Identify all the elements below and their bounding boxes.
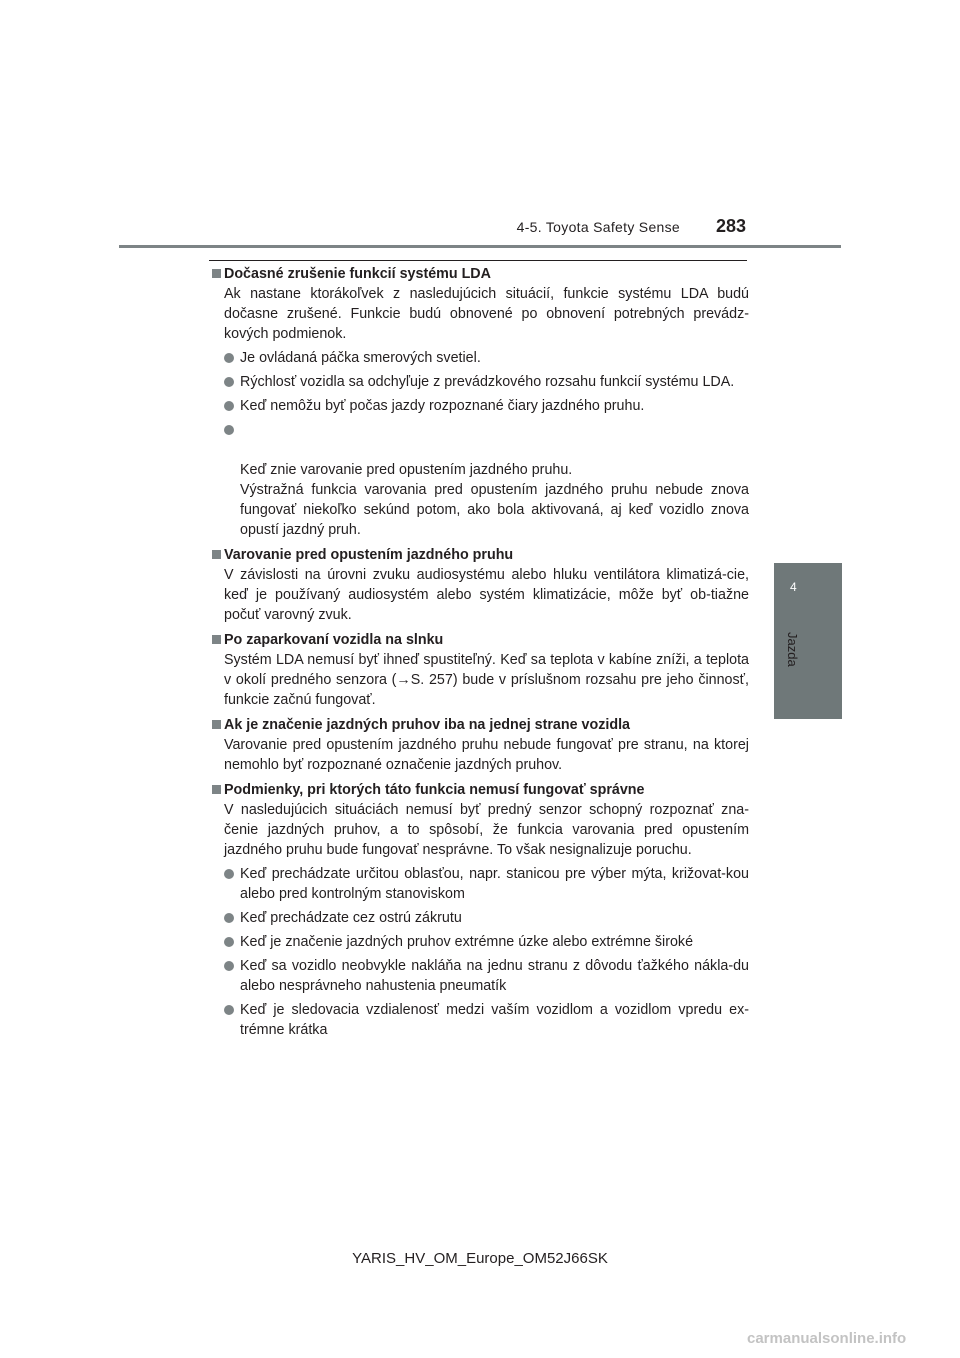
chapter-tab-label: Jazda (785, 632, 800, 667)
circle-bullet-icon (224, 1005, 234, 1015)
page-number: 283 (716, 216, 747, 236)
header-divider (119, 245, 841, 248)
content-divider (209, 260, 747, 261)
list-item: Keď je sledovacia vzdialenosť medzi vaším vozidlom a vozidlom vpredu ex-trémne krátka (212, 1000, 749, 1040)
section-heading: Varovanie pred opustením jazdného pruhu (212, 545, 749, 565)
square-bullet-icon (212, 269, 221, 278)
list-item: Je ovládaná páčka smerových svetiel. (212, 348, 749, 368)
chapter-tab-number: 4 (790, 580, 797, 594)
document-id: YARIS_HV_OM_Europe_OM52J66SK (352, 1250, 608, 1267)
section-heading: Dočasné zrušenie funkcií systému LDA (212, 264, 749, 284)
section-heading: Po zaparkovaní vozidla na slnku (212, 630, 749, 650)
list-item: Keď nemôžu byť počas jazdy rozpoznané čiary jazdného pruhu. (212, 396, 749, 416)
list-item: Keď prechádzate určitou oblasťou, napr. stanicou pre výber mýta, križovat-kou alebo pred kontrolným stanoviskom (212, 864, 749, 904)
circle-bullet-icon (224, 353, 234, 363)
list-item: Keď prechádzate cez ostrú zákrutu (212, 908, 749, 928)
list-item: Keď sa vozidlo neobvykle nakláňa na jednu stranu z dôvodu ťažkého nákla-du alebo nesprávneho nahustenia pneumatík (212, 956, 749, 996)
circle-bullet-icon (224, 425, 234, 435)
list-item: Rýchlosť vozidla sa odchyľuje z prevádzkového rozsahu funkcií systému LDA. (212, 372, 749, 392)
section-heading: Podmienky, pri ktorých táto funkcia nemusí fungovať správne (212, 780, 749, 800)
list-item: Keď je značenie jazdných pruhov extrémne úzke alebo extrémne široké (212, 932, 749, 952)
circle-bullet-icon (224, 937, 234, 947)
section-paragraph: Ak nastane ktorákoľvek z nasledujúcich situácií, funkcie systému LDA budú dočasne zrušené. Funkcie budú obnovené po obnovení potrebných prevádz-kových podmienok. (224, 286, 749, 342)
circle-bullet-icon (224, 401, 234, 411)
section-paragraph: V nasledujúcich situáciách nemusí byť predný senzor schopný rozpoznať zna-čenie jazdných pruhov, a to spôsobí, že funkcia varovania pred opustením jazdného pruhu bude fungovať nesprávne. To však nesignalizuje poruchu. (224, 802, 749, 858)
section-heading: Ak je značenie jazdných pruhov iba na jednej strane vozidla (212, 715, 749, 735)
section-title: 4-5. Toyota Safety Sense (516, 219, 680, 235)
circle-bullet-icon (224, 377, 234, 387)
circle-bullet-icon (224, 913, 234, 923)
section-paragraph: Varovanie pred opustením jazdného pruhu nebude fungovať pre stranu, na ktorej nemohlo byť rozpoznané označenie jazdných pruhov. (224, 737, 749, 773)
list-item: Keď znie varovanie pred opustením jazdného pruhu. Výstražná funkcia varovania pred opustením jazdného pruhu nebude znova fungovať niekoľko sekúnd potom, ako bola aktivovaná, aj keď vozidlo znova opustí jazdný pruh. (212, 420, 749, 540)
main-content (212, 264, 749, 1040)
section-paragraph: Systém LDA nemusí byť ihneď spustiteľný. Keď sa teplota v kabíne zníži, a teplota v okolí predného senzora (→S. 257) bude v príslušnom rozsahu pre jeho činnosť, funkcie začnú fungovať. (224, 652, 749, 708)
circle-bullet-icon (224, 869, 234, 879)
watermark-link[interactable]: carmanualsonline.info (747, 1330, 907, 1347)
square-bullet-icon (212, 635, 221, 644)
section-paragraph: V závislosti na úrovni zvuku audiosystému alebo hluku ventilátora klimatizá-cie, keď je používaný audiosystém alebo systém klimatizácie, môže byť ob-tiažne počuť varovný zvuk. (224, 567, 749, 623)
square-bullet-icon (212, 550, 221, 559)
square-bullet-icon (212, 720, 221, 729)
square-bullet-icon (212, 785, 221, 794)
circle-bullet-icon (224, 961, 234, 971)
